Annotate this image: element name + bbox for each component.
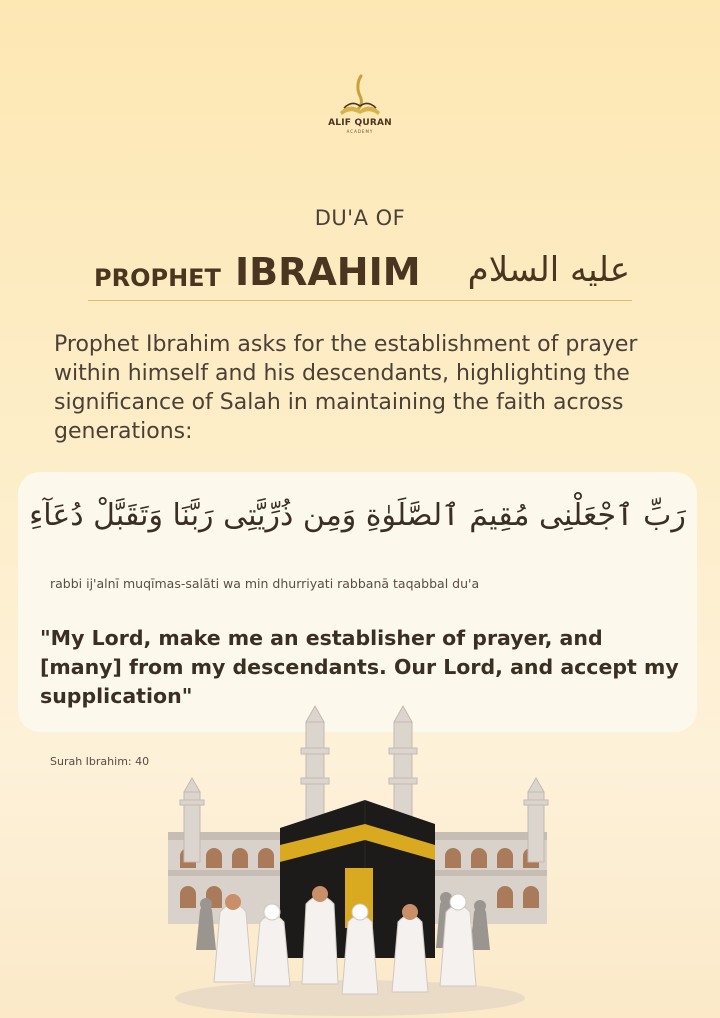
kaaba-illustration xyxy=(150,700,570,1018)
logo xyxy=(0,72,720,134)
title-name: IBRAHIM xyxy=(235,250,421,294)
dua-transliteration: rabbi ij'alnī muqīmas-salāti wa min dhurriyati rabbanā taqabbal du'a xyxy=(50,576,480,591)
heading-kicker: DU'A OF xyxy=(314,206,406,230)
intro-text: Prophet Ibrahim asks for the establishment of prayer within himself and his descendants, highlighting the significance of Salah in maintaining the faith across generations: xyxy=(54,332,638,444)
dua-arabic: رَبِّ ٱجْعَلْنِى مُقِيمَ ٱلصَّلَوٰةِ وَمِن ذُرِّيَّتِى رَبَّنَا وَتَقَبَّلْ دُعَآءِ xyxy=(29,498,686,533)
page-title xyxy=(88,250,632,301)
alif-logo-icon xyxy=(330,72,390,118)
brand-name: ALIF QURAN xyxy=(328,118,392,128)
title-prophet: PROPHET xyxy=(94,264,221,292)
title-arabic: عليه السلام xyxy=(467,250,630,290)
dua-card xyxy=(18,472,697,732)
dua-reference: Surah Ibrahim: 40 xyxy=(50,755,150,768)
dua-translation: "My Lord, make me an establisher of prayer, and [many] from my descendants. Our Lord, and accept my supplication" xyxy=(40,626,679,708)
brand-sub: ACADEMY xyxy=(346,129,374,134)
